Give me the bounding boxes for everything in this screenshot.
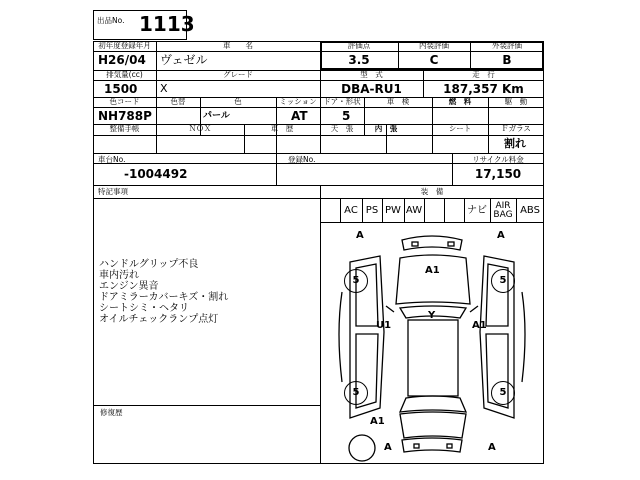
color-change-label: 色替 (170, 97, 186, 106)
color-code-value: NH788P (98, 109, 152, 123)
exterior-grade-label: 外装評価 (492, 41, 522, 50)
mission-label: ミッション (279, 97, 317, 106)
car-diagram (320, 222, 544, 464)
equipment-label: 装 備 (420, 187, 444, 196)
color-code-label: 色コード (109, 97, 140, 106)
repair-history-label: 修復歴 (100, 408, 123, 417)
exterior-grade-value: B (502, 53, 512, 67)
inspection-label: 車 検 (386, 97, 410, 106)
manual-label: 整備手帳 (109, 124, 140, 133)
score-label: 評価点 (347, 41, 371, 50)
model-label: 型 式 (360, 70, 383, 79)
damage-mark: A (497, 230, 505, 241)
mileage-value: 187,357 Km (443, 82, 524, 96)
wheel-rear-right: 5 (491, 381, 515, 405)
lot-number-label: 出品No. (97, 16, 125, 25)
wheel-front-right: 5 (491, 269, 515, 293)
mileage-label: 走 行 (472, 70, 495, 79)
interior-grade-value: C (429, 53, 439, 67)
drive-label: 駆 動 (504, 97, 528, 106)
recycle-label: リサイクル料金 (472, 155, 524, 164)
chassis-value: -1004492 (124, 167, 188, 181)
interior-grade-label: 内装評価 (419, 41, 449, 50)
score-value: 3.5 (348, 53, 370, 67)
wheel-rear-left: 5 (344, 381, 368, 405)
note-line: エンジン異音 (99, 281, 159, 292)
lot-number-value: 1113 (139, 12, 195, 36)
damage-mark: A1 (370, 416, 385, 427)
year-label: 初年度登録年月 (98, 41, 151, 50)
mission-value: AT (291, 109, 308, 123)
interior-lining-label: 内 張 (374, 124, 398, 133)
history-label: 車 歴 (270, 124, 294, 133)
note-line: シートシミ・ヘタリ (99, 303, 189, 314)
equipment-ac: AC (344, 205, 358, 216)
equipment-pw: PW (385, 205, 401, 216)
grade-value: X (160, 82, 168, 95)
equipment-abs: ABS (520, 205, 540, 216)
ceiling-label: 天 張 (330, 124, 354, 133)
notes-label: 特記事項 (98, 187, 128, 196)
model-value: DBA-RU1 (341, 82, 402, 96)
note-line: ドアミラーカバーキズ・割れ (99, 292, 229, 303)
damage-mark: A1 (425, 265, 440, 276)
nox-label: ＮＯＸ (188, 124, 212, 133)
damage-mark: U1 (376, 320, 392, 331)
car-label: 車 名 (223, 41, 253, 50)
note-line: ハンドルグリップ不良 (99, 259, 199, 270)
damage-mark: A (384, 442, 392, 453)
color-label: 色 (234, 97, 242, 106)
color-value: パール (203, 111, 230, 121)
displacement-value: 1500 (104, 82, 138, 96)
wheel-front-left: 5 (344, 269, 368, 293)
notes-list (99, 259, 228, 325)
recycle-value: 17,150 (474, 167, 522, 181)
car-name-value: ヴェゼル (160, 53, 208, 67)
glass-label: Ｆガラス (501, 124, 531, 133)
equipment-airbag: AIR BAG (493, 201, 513, 220)
door-value: 5 (342, 109, 351, 123)
registration-label: 登録No. (288, 155, 316, 164)
damage-mark: A1 (472, 320, 487, 331)
door-label: ドア・形状 (323, 97, 361, 106)
note-line: 車内汚れ (99, 270, 139, 281)
damage-mark: A (356, 230, 364, 241)
grade-label: グレード (223, 70, 253, 79)
displacement-label: 排気量(cc) (106, 70, 143, 79)
equipment-ps: PS (365, 205, 379, 216)
fuel-label: 燃 料 (448, 97, 472, 106)
glass-value: 割れ (504, 137, 526, 150)
seat-label: シート (448, 124, 472, 133)
damage-mark: Y (428, 310, 436, 321)
year-value: H26/04 (98, 53, 146, 67)
note-line: オイルチェックランプ点灯 (99, 314, 219, 325)
equipment-aw: AW (405, 205, 423, 216)
chassis-label: 車台No. (98, 155, 126, 164)
equipment-nav: ナビ (467, 205, 487, 216)
damage-mark: A (488, 442, 496, 453)
